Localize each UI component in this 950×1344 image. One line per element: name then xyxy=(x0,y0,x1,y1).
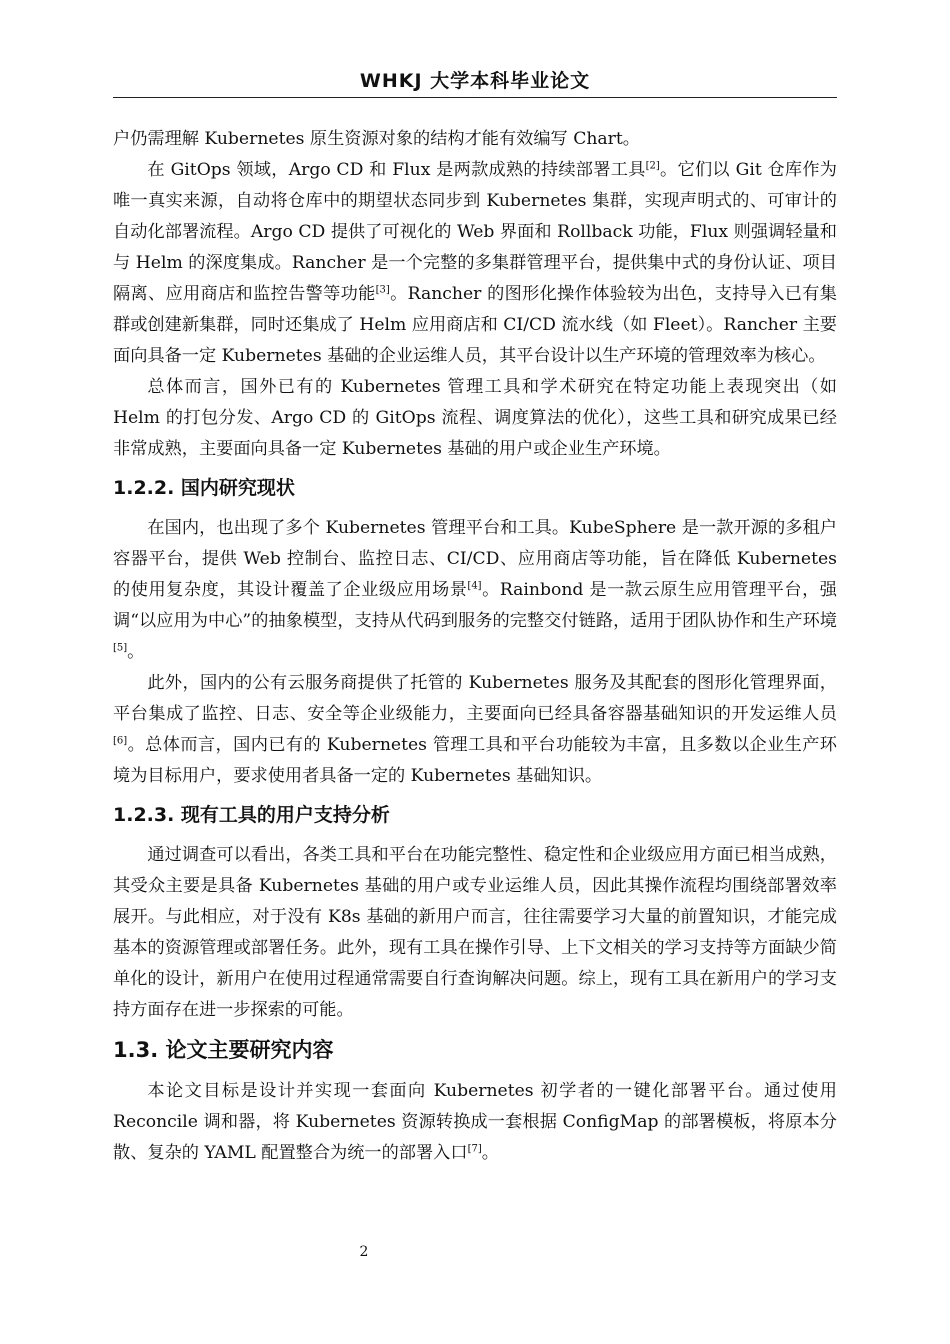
running-header: WHKJ 大学本科毕业论文 xyxy=(113,66,837,98)
citation-ref[interactable]: [2] xyxy=(645,160,660,172)
section-heading-1-3: 1.3. 论文主要研究内容 xyxy=(113,1038,334,1062)
text-span: 在国内，也出现了多个 Kubernetes 管理平台和工具。KubeSphere 是一款开源的多租户容器平台，提供 Web 控制台、监控日志、CI/CD、应用商店等功能，旨在降低 Kubernetes 的使用复杂度，其设计覆盖了企业级应用场景 xyxy=(113,518,837,600)
section-heading-1-2-3: 1.2.3. 现有工具的用户支持分析 xyxy=(113,804,390,826)
paragraph-summary-foreign: 总体而言，国外已有的 Kubernetes 管理工具和学术研究在特定功能上表现突出（如 Helm 的打包分发、Argo CD 的 GitOps 流程、调度算法的优化），这些工具和研究成果已经非常成熟，主要面向具备一定 Kubernetes 基础的用户或企业生产环境。 xyxy=(113,377,837,459)
citation-ref[interactable]: [7] xyxy=(467,1143,482,1155)
page-body xyxy=(113,124,837,1169)
text-span: 本论文目标是设计并实现一套面向 Kubernetes 初学者的一键化部署平台。通过使用 Reconcile 调和器，将 Kubernetes 资源转换成一套根据 ConfigMap 的部署模板，将原本分散、复杂的 YAML 配置整合为统一的部署入口 xyxy=(113,1081,837,1163)
paragraph-user-support: 通过调查可以看出，各类工具和平台在功能完整性、稳定性和企业级应用方面已相当成熟，其受众主要是具备 Kubernetes 基础的用户或专业运维人员，因此其操作流程均围绕部署效率展开。与此相应，对于没有 K8s 基础的新用户而言，往往需要学习大量的前置知识，才能完成基本的资源管理或部署任务。此外，现有工具在操作引导、上下文相关的学习支持等方面缺少简单化的设计，新用户在使用过程通常需要自行查询解决问题。综上，现有工具在新用户的学习支持方面存在进一步探索的可能。 xyxy=(113,845,837,1020)
text-span: 此外，国内的公有云服务商提供了托管的 Kubernetes 服务及其配套的图形化管理界面，平台集成了监控、日志、安全等企业级能力，主要面向已经具备容器基础知识的开发运维人员 xyxy=(113,673,837,724)
text-span: 。Rainbond 是一款云原生应用管理平台，强调“以应用为中心”的抽象模型，支持从代码到服务的完整交付链路，适用于团队协作和生产环境 xyxy=(113,580,837,631)
paragraph-continuation: 户仍需理解 Kubernetes 原生资源对象的结构才能有效编写 Chart。 xyxy=(113,129,640,149)
paragraph-research-content xyxy=(113,1076,837,1169)
text-span: 。 xyxy=(481,1143,499,1163)
paragraph-gitops xyxy=(113,155,837,372)
citation-ref[interactable]: [3] xyxy=(375,284,390,296)
paragraph-domestic-tools xyxy=(113,513,837,668)
section-heading-1-2-2: 1.2.2. 国内研究现状 xyxy=(113,477,295,499)
citation-ref[interactable]: [4] xyxy=(467,580,482,592)
text-span: 。它们以 Git 仓库作为唯一真实来源，自动将仓库中的期望状态同步到 Kubernetes 集群，实现声明式的、可审计的自动化部署流程。Argo CD 提供了可视化的 Web 界面和 Rollback 功能，Flux 则强调轻量和与 Helm 的深度集成。Rancher 是一个完整的多集群管理平台，提供集中式的身份认证、项目隔离、应用商店和监控告警等功能 xyxy=(113,160,837,304)
text-span: 。总体而言，国内已有的 Kubernetes 管理工具和平台功能较为丰富，且多数以企业生产环境为目标用户，要求使用者具备一定的 Kubernetes 基础知识。 xyxy=(113,735,837,786)
text-span: 在 GitOps 领域，Argo CD 和 Flux 是两款成熟的持续部署工具 xyxy=(147,160,646,180)
citation-ref[interactable]: [6] xyxy=(113,735,128,747)
page-number: 2 xyxy=(359,1244,369,1260)
paragraph-public-cloud xyxy=(113,668,837,792)
text-span: 。Rancher 的图形化操作体验较为出色，支持导入已有集群或创建新集群，同时还集成了 Helm 应用商店和 CI/CD 流水线（如 Fleet）。Rancher 主要面向具备一定 Kubernetes 基础的企业运维人员，其平台设计以生产环境的管理效率为核心。 xyxy=(113,284,837,366)
citation-ref[interactable]: [5] xyxy=(113,642,128,654)
text-span: 。 xyxy=(127,642,145,662)
